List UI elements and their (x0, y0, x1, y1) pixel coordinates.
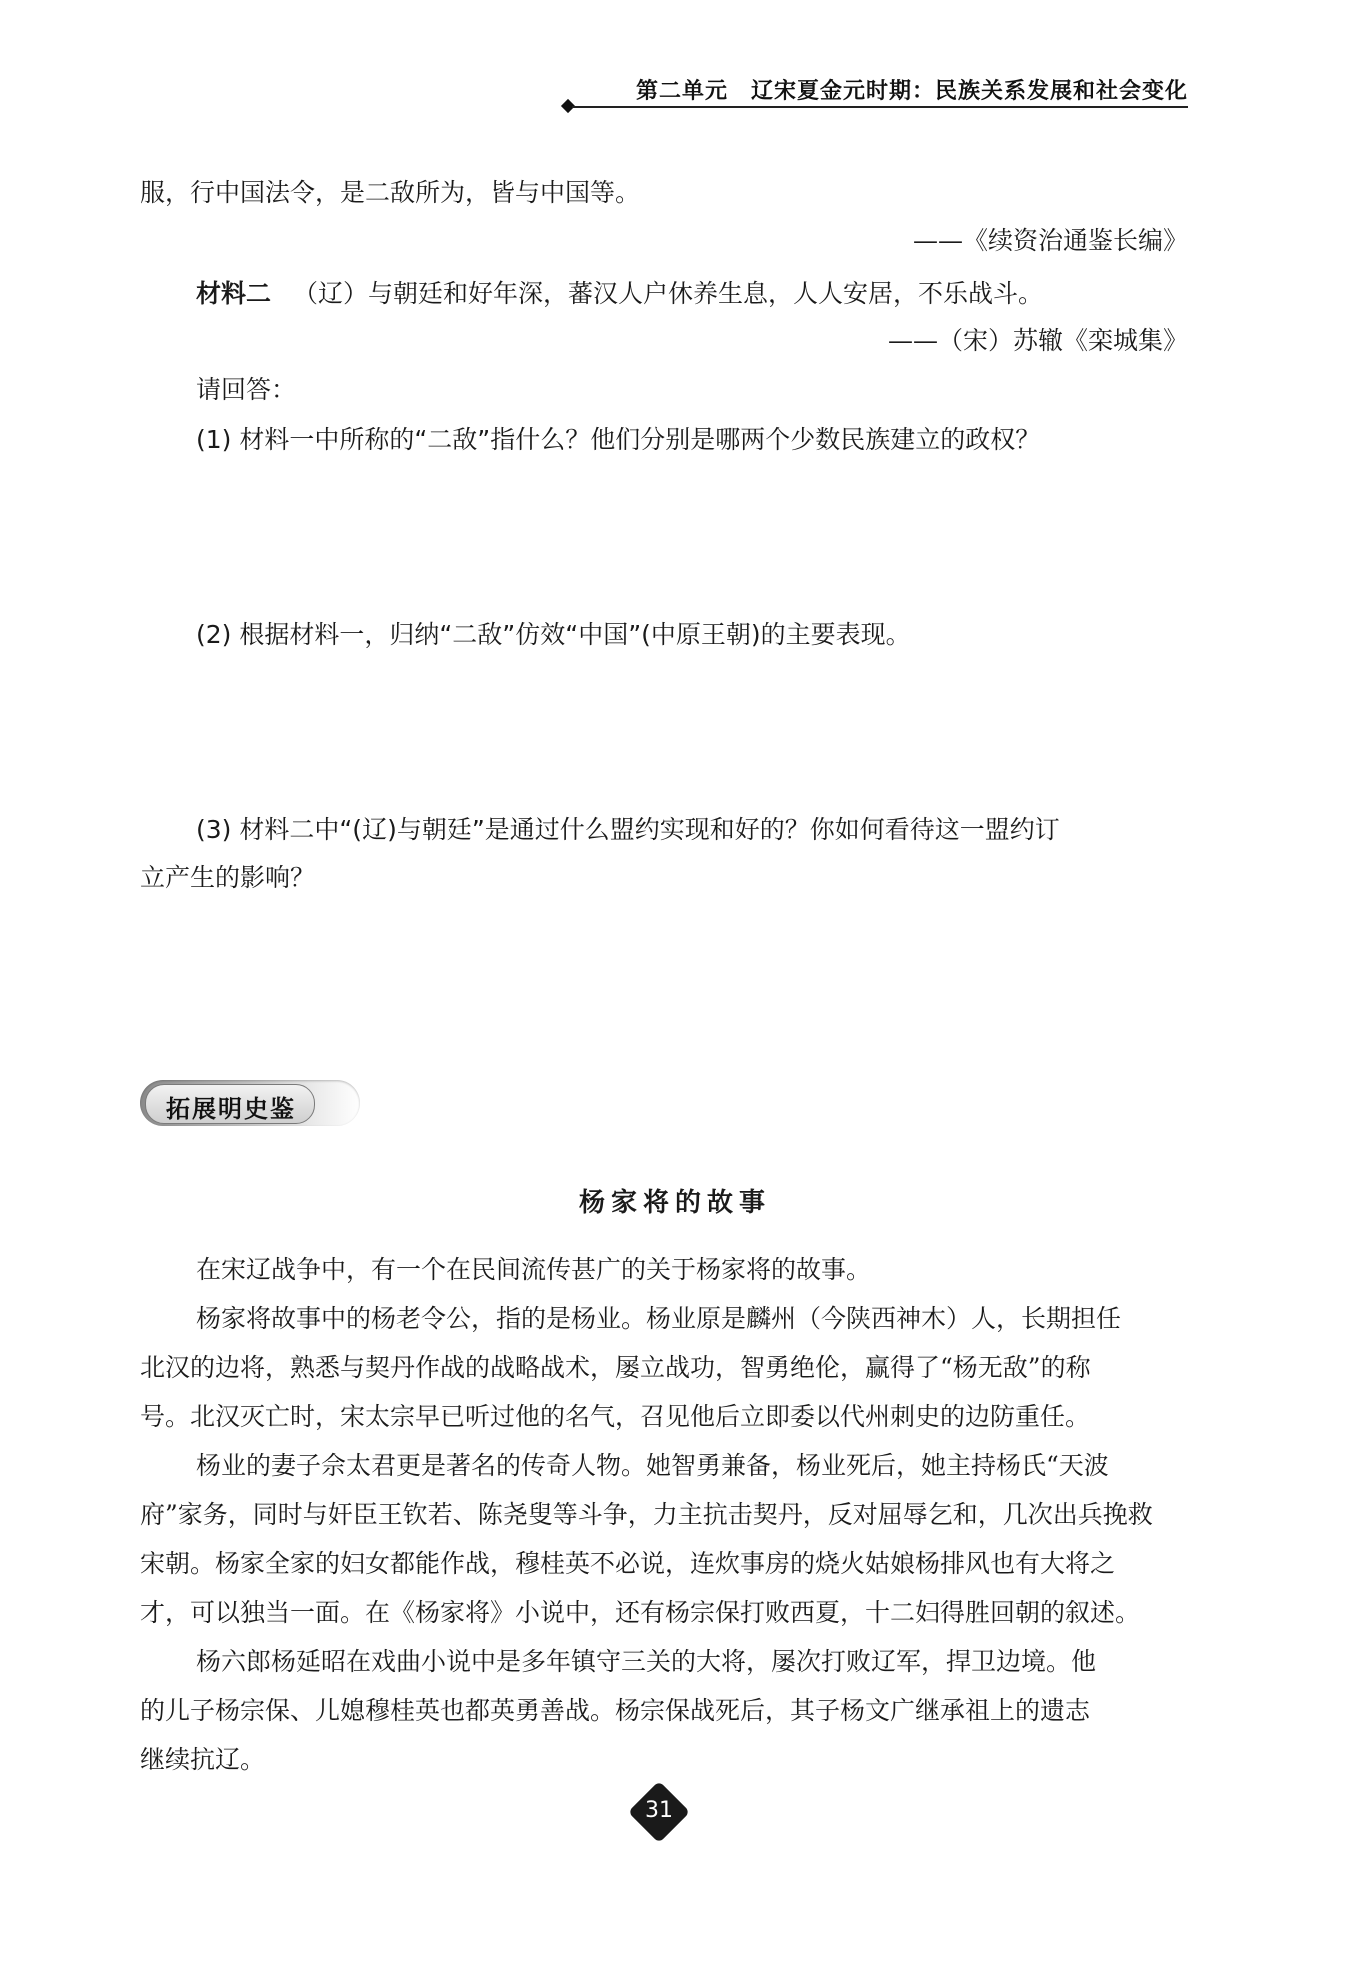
section-badge (140, 1080, 360, 1126)
story-line: 宋朝。杨家全家的妇女都能作战，穆桂英不必说，连炊事房的烧火姑娘杨排风也有大将之 (140, 1549, 1116, 1578)
story-line: 继续抗辽。 (140, 1745, 266, 1774)
story-line: 号。北汉灭亡时，宋太宗早已听过他的名气，召见他后立即委以代州刺史的边防重任。 (140, 1402, 1091, 1431)
story-line: 府”家务，同时与奸臣王钦若、陈尧叟等斗争，力主抗击契丹，反对屈辱乞和，几次出兵挽救 (140, 1500, 1153, 1529)
question-1: (1) 材料一中所称的“二敌”指什么？他们分别是哪两个少数民族建立的政权？ (196, 425, 1041, 454)
material-two-source: ——（宋）苏辙《栾城集》 (887, 326, 1188, 355)
story-line: 北汉的边将，熟悉与契丹作战的战略战术，屡立战功，智勇绝伦，赢得了“杨无敌”的称 (140, 1353, 1091, 1382)
page-number: 31 (645, 1798, 673, 1823)
header-rule (572, 106, 1188, 108)
material-two (196, 276, 1043, 312)
story-title: 杨家将的故事 (578, 1188, 771, 1218)
story-line: 杨六郎杨延昭在戏曲小说中是多年镇守三关的大将，屡次打败辽军，捍卫边境。他 (196, 1647, 1097, 1676)
material-two-text: （辽）与朝廷和好年深，蕃汉人户休养生息，人人安居，不乐战斗。 (293, 279, 1044, 308)
question-3-line-1: (3) 材料二中“(辽)与朝廷”是通过什么盟约实现和好的？你如何看待这一盟约订 (196, 815, 1060, 844)
story-line: 杨业的妻子佘太君更是著名的传奇人物。她智勇兼备，杨业死后，她主持杨氏“天波 (196, 1451, 1109, 1480)
question-prompt: 请回答： (196, 375, 297, 404)
question-2: (2) 根据材料一，归纳“二敌”仿效“中国”(中原王朝)的主要表现。 (196, 620, 911, 649)
story-line: 在宋辽战争中，有一个在民间流传甚广的关于杨家将的故事。 (196, 1255, 872, 1284)
material-one-tail: 服，行中国法令，是二敌所为，皆与中国等。 (140, 178, 641, 207)
story-line: 才，可以独当一面。在《杨家将》小说中，还有杨宗保打败西夏，十二妇得胜回朝的叙述。 (140, 1598, 1141, 1627)
question-3-line-2: 立产生的影响？ (140, 863, 316, 892)
section-label: 拓展明史鉴 (166, 1095, 296, 1123)
material-two-label: 材料二 (196, 279, 272, 308)
story-line: 的儿子杨宗保、儿媳穆桂英也都英勇善战。杨宗保战死后，其子杨文广继承祖上的遗志 (140, 1696, 1091, 1725)
section-badge-inner (145, 1084, 315, 1124)
running-header: 第二单元 辽宋夏金元时期：民族关系发展和社会变化 (635, 79, 1188, 104)
material-one-source: ——《续资治通鉴长编》 (912, 226, 1188, 255)
story-line: 杨家将故事中的杨老令公，指的是杨业。杨业原是麟州（今陕西神木）人，长期担任 (196, 1304, 1122, 1333)
